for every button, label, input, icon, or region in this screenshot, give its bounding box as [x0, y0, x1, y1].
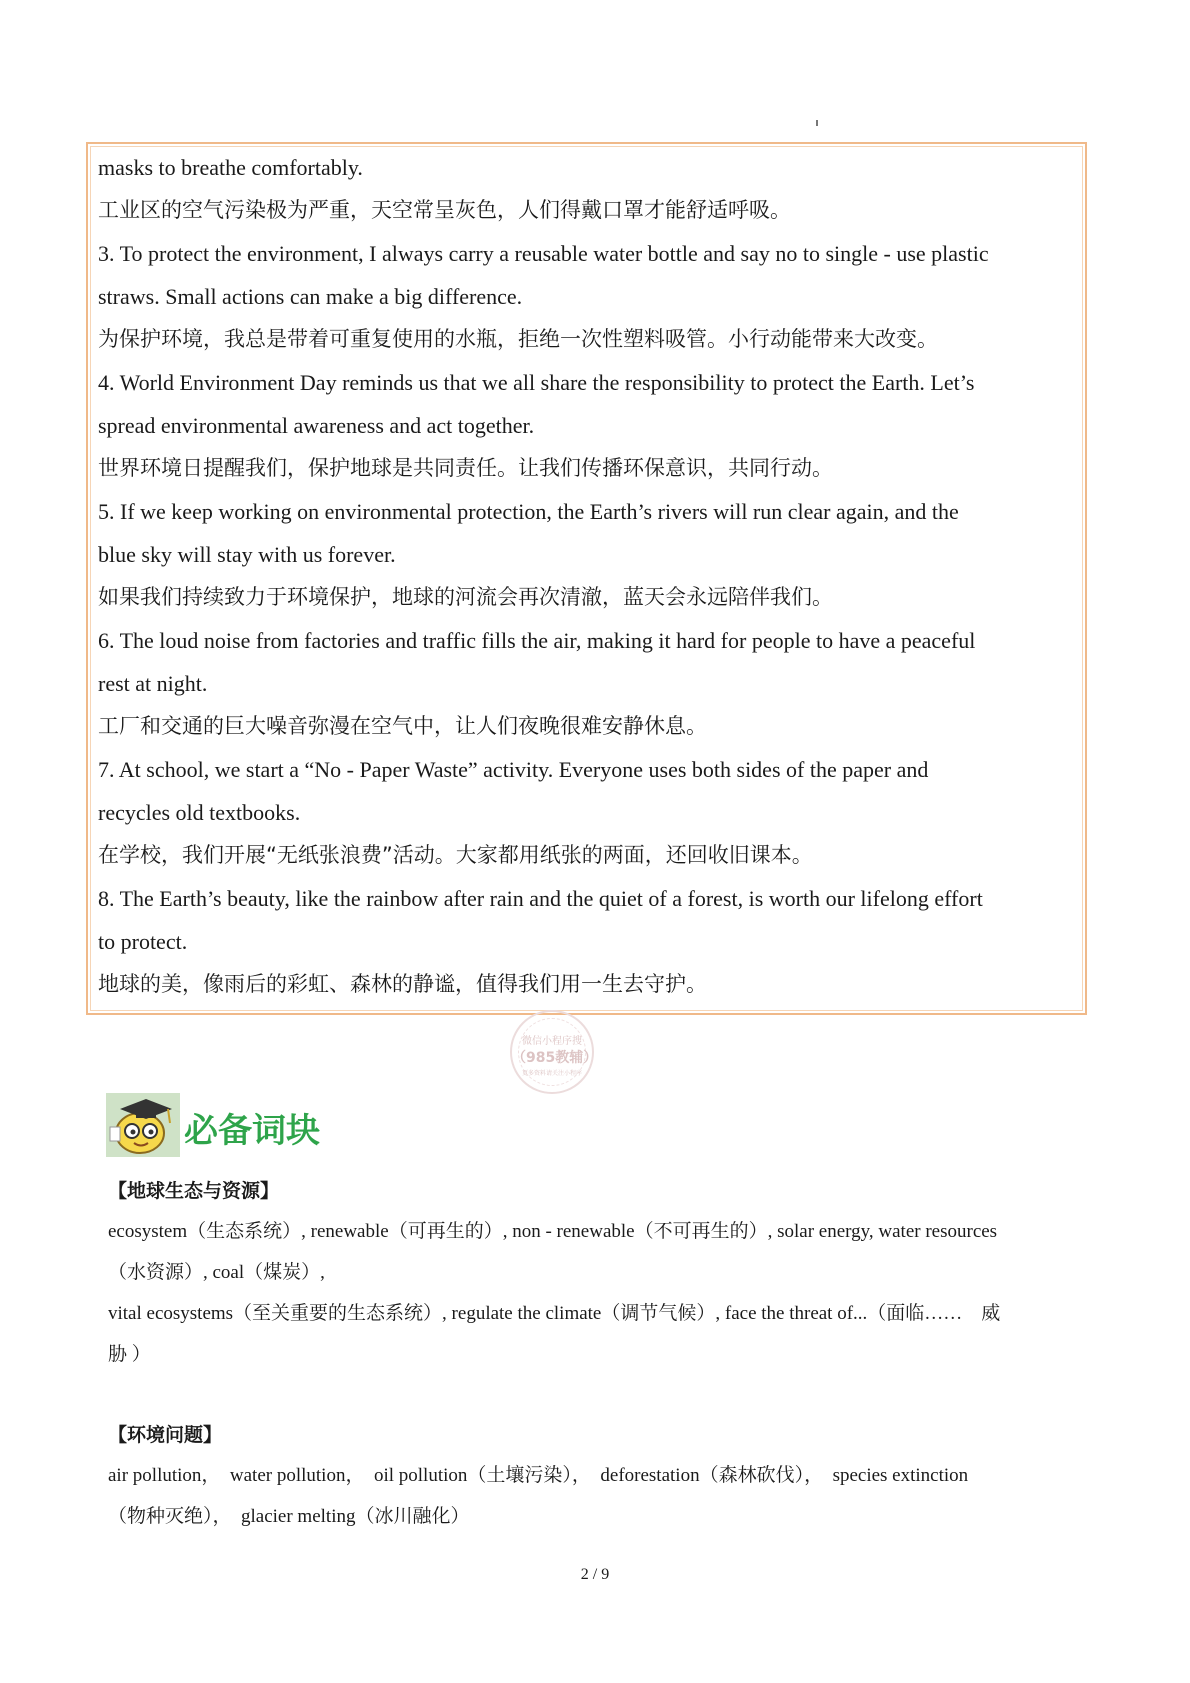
sentence-translation: 工厂和交通的巨大噪音弥漫在空气中，让人们夜晚很难安静休息。 — [98, 714, 707, 738]
sentence-english: 5. If we keep working on environmental protection, the Earth’s rivers will run clear again, and the — [98, 499, 959, 524]
vocab-line: ecosystem（生态系统）, renewable（可再生的）, non - renewable（不可再生的）, solar energy, water resources — [108, 1221, 998, 1242]
vocab-heading: 【环境问题】 — [108, 1424, 223, 1446]
sentence-english: to protect. — [98, 929, 188, 954]
sentence-translation: 地球的美，像雨后的彩虹、森林的静谧，值得我们用一生去守护。 — [98, 972, 707, 996]
vocab-line: vital ecosystems（至关重要的生态系统）, regulate the climate（调节气候）, face the threat of...（面临…… 威 — [108, 1303, 1001, 1324]
vocab-group-earth-ecology — [108, 1171, 1098, 1375]
vocab-heading: 【地球生态与资源】 — [108, 1180, 280, 1202]
sentence-english: 3. To protect the environment, I always carry a reusable water bottle and say no to single - use plastic — [98, 241, 989, 266]
sentence-english: 4. World Environment Day reminds us that we all share the responsibility to protect the Earth. Let’s — [98, 370, 975, 395]
sentence-english: blue sky will stay with us forever. — [98, 542, 396, 567]
sentence-translation: 工业区的空气污染极为严重，天空常呈灰色，人们得戴口罩才能舒适呼吸。 — [98, 198, 791, 222]
stamp-top-text: 微信小程序搜 — [522, 1036, 582, 1047]
sentence-translation: 在学校，我们开展“无纸张浪费”活动。大家都用纸张的两面，还回收旧课本。 — [98, 843, 813, 867]
sentence-english: spread environmental awareness and act together. — [98, 413, 535, 438]
sentence-translation: 世界环境日提醒我们，保护地球是共同责任。让我们传播环保意识，共同行动。 — [98, 456, 833, 480]
sentence-list — [98, 146, 1075, 1006]
vocab-line: （物种灭绝）， glacier melting（冰川融化） — [108, 1506, 470, 1527]
sentence-translation: 如果我们持续致力于环境保护，地球的河流会再次清澈，蓝天会永远陪伴我们。 — [98, 585, 833, 609]
sentence-box — [86, 142, 1087, 1015]
sentence-english: masks to breathe comfortably. — [98, 155, 363, 180]
sentence-translation: 为保护环境，我总是带着可重复使用的水瓶，拒绝一次性塑料吸管。小行动能带来大改变。 — [98, 327, 938, 351]
vocab-line: air pollution， water pollution， oil pollution（土壤污染）， deforestation（森林砍伐）， species extinction — [108, 1465, 969, 1486]
page-corner-mark — [816, 120, 818, 126]
sentence-english: rest at night. — [98, 671, 208, 696]
sentence-english: recycles old textbooks. — [98, 800, 301, 825]
sentence-english: 7. At school, we start a “No - Paper Waste” activity. Everyone uses both sides of the paper and — [98, 757, 929, 782]
stamp-bottom-text: 更多资料请关注小程序 — [521, 1070, 582, 1077]
vocab-line: （水资源）, coal（煤炭）, — [108, 1262, 325, 1283]
vocab-group-environment-issues — [108, 1415, 1098, 1537]
sentence-english: 8. The Earth’s beauty, like the rainbow after rain and the quiet of a forest, is worth our lifelong effort — [98, 886, 983, 911]
sentence-english: 6. The loud noise from factories and traffic fills the air, making it hard for people to have a peaceful — [98, 628, 976, 653]
stamp-middle-text: （985教辅） — [512, 1050, 598, 1066]
sentence-english: straws. Small actions can make a big difference. — [98, 284, 523, 309]
watermark-stamp — [510, 1010, 598, 1094]
scholar-mascot-icon — [106, 1093, 180, 1157]
page-number: 2 / 9 — [580, 1566, 610, 1583]
section-title: 必备词块 — [184, 1111, 320, 1151]
vocab-line: 胁 ） — [108, 1344, 151, 1365]
